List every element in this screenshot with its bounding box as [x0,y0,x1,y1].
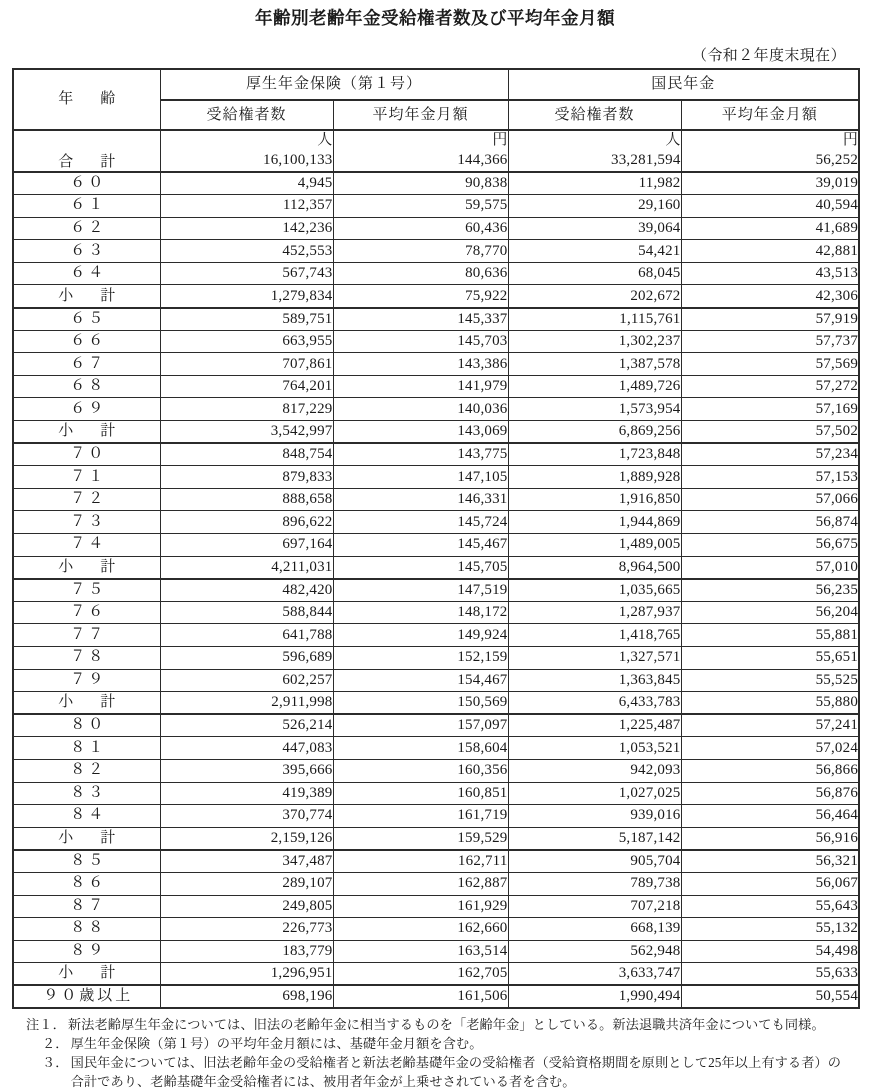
cell-n-count: 11,982 [508,172,681,195]
row-label-age: 小 計 [13,827,160,850]
row-label-age: ６４ [13,262,160,285]
cell-n-avg: 56,235 [681,579,859,602]
cell-k-avg: 147,105 [333,466,508,489]
table-container [0,68,870,1009]
table-row-subtotal [13,556,859,579]
cell-k-avg: 160,356 [333,759,508,782]
cell-k-avg: 162,887 [333,872,508,895]
table-row [13,940,859,963]
cell-k-count: 848,754 [160,443,333,466]
cell-n-count: 1,387,578 [508,353,681,376]
table-row [13,398,859,421]
table-row [13,466,859,489]
cell-n-avg: 56,321 [681,850,859,873]
table-row [13,918,859,941]
table-row [13,579,859,602]
row-label-age: ８７ [13,895,160,918]
cell-n-avg: 50,554 [681,985,859,1008]
cell-n-avg: 57,569 [681,353,859,376]
table-row [13,985,859,1008]
cell-n-count: 8,964,500 [508,556,681,579]
cell-n-avg: 55,880 [681,692,859,715]
cell-n-count: 29,160 [508,195,681,218]
row-label-age: ８９ [13,940,160,963]
table-row [13,443,859,466]
cell-n-avg: 55,643 [681,895,859,918]
unit-label-n-avg: 円 [681,130,859,150]
footnote-item [26,1054,854,1091]
table-row [13,737,859,760]
cell-n-avg: 56,067 [681,872,859,895]
cell-k-avg: 145,467 [333,534,508,557]
cell-n-count: 562,948 [508,940,681,963]
footnote-item [26,1016,854,1035]
row-label-age: ７２ [13,488,160,511]
cell-k-count: 4,945 [160,172,333,195]
cell-n-count: 668,139 [508,918,681,941]
footnote-text: 新法老齢厚生年金については、旧法の老齢年金に相当するものを「老齢年金」としている。新法退職共済年金についても同様。 [67,1016,825,1032]
cell-k-count: 896,622 [160,511,333,534]
row-label-age: ６５ [13,308,160,331]
footnote-marker: ３． [42,1055,69,1071]
cell-k-count: 567,743 [160,262,333,285]
cell-k-avg: 75,922 [333,285,508,308]
table-body [13,130,859,1008]
row-label-age: 小 計 [13,692,160,715]
footnote-marker: 注１． [26,1016,66,1032]
cell-k-avg: 143,069 [333,421,508,444]
cell-k-count: 112,357 [160,195,333,218]
cell-k-count: 16,100,133 [160,150,333,172]
cell-n-avg: 41,689 [681,217,859,240]
table-row [13,805,859,828]
table-row [13,872,859,895]
cell-n-avg: 57,919 [681,308,859,331]
cell-k-avg: 162,711 [333,850,508,873]
cell-k-avg: 145,705 [333,556,508,579]
cell-k-count: 183,779 [160,940,333,963]
cell-n-count: 1,327,571 [508,646,681,669]
cell-k-count: 1,296,951 [160,963,333,986]
cell-n-avg: 57,241 [681,714,859,737]
table-row [13,759,859,782]
cell-k-avg: 154,467 [333,669,508,692]
cell-n-avg: 57,169 [681,398,859,421]
cell-k-count: 452,553 [160,240,333,263]
cell-k-avg: 162,705 [333,963,508,986]
table-row [13,850,859,873]
row-label-age: ６２ [13,217,160,240]
table-row [13,217,859,240]
table-row [13,511,859,534]
cell-k-avg: 148,172 [333,601,508,624]
cell-n-count: 707,218 [508,895,681,918]
cell-n-avg: 57,272 [681,375,859,398]
cell-n-count: 68,045 [508,262,681,285]
cell-n-avg: 39,019 [681,172,859,195]
page-title: 年齢別老齢年金受給権者数及び平均年金月額 [255,9,615,29]
cell-n-count: 202,672 [508,285,681,308]
column-header-kokumin-recipients: 受給権者数 [508,100,681,130]
row-label-age: ９０歳以上 [13,985,160,1008]
header-row-groups [13,69,859,100]
cell-n-count: 1,489,005 [508,534,681,557]
cell-k-avg: 80,636 [333,262,508,285]
cell-k-avg: 145,703 [333,330,508,353]
cell-n-count: 1,944,869 [508,511,681,534]
row-label-age: 小 計 [13,421,160,444]
cell-k-avg: 161,929 [333,895,508,918]
cell-n-count: 1,287,937 [508,601,681,624]
cell-k-count: 588,844 [160,601,333,624]
row-label-age: ６８ [13,375,160,398]
cell-n-count: 54,421 [508,240,681,263]
cell-k-count: 419,389 [160,782,333,805]
cell-n-count: 3,633,747 [508,963,681,986]
table-row [13,714,859,737]
cell-n-avg: 57,502 [681,421,859,444]
cell-n-avg: 56,675 [681,534,859,557]
row-label-age: ６３ [13,240,160,263]
table-row-subtotal [13,827,859,850]
as-of-date-label: （令和２年度末現在） [691,48,846,64]
footnote-text: 厚生年金保険（第１号）の平均年金月額には、基礎年金月額を含む。 [70,1036,483,1052]
cell-k-count: 1,279,834 [160,285,333,308]
cell-k-avg: 150,569 [333,692,508,715]
cell-n-avg: 43,513 [681,262,859,285]
cell-n-count: 1,573,954 [508,398,681,421]
cell-k-count: 879,833 [160,466,333,489]
table-row [13,353,859,376]
cell-n-count: 789,738 [508,872,681,895]
cell-k-count: 888,658 [160,488,333,511]
units-row-age-cell [13,130,160,150]
row-label-age: ７５ [13,579,160,602]
table-row-subtotal [13,421,859,444]
cell-n-avg: 56,876 [681,782,859,805]
cell-k-avg: 152,159 [333,646,508,669]
cell-k-avg: 161,719 [333,805,508,828]
cell-n-count: 1,363,845 [508,669,681,692]
row-label-age: ８４ [13,805,160,828]
cell-k-count: 3,542,997 [160,421,333,444]
table-row [13,308,859,331]
cell-k-count: 764,201 [160,375,333,398]
cell-k-avg: 161,506 [333,985,508,1008]
row-label-age: ６０ [13,172,160,195]
cell-k-avg: 143,775 [333,443,508,466]
cell-n-count: 39,064 [508,217,681,240]
cell-k-count: 4,211,031 [160,556,333,579]
table-row [13,488,859,511]
table-row [13,375,859,398]
unit-label-n-count: 人 [508,130,681,150]
cell-n-avg: 55,633 [681,963,859,986]
cell-k-avg: 160,851 [333,782,508,805]
column-header-age: 年 齢 [13,69,160,130]
cell-n-count: 1,990,494 [508,985,681,1008]
cell-n-avg: 42,306 [681,285,859,308]
row-label-age: 小 計 [13,556,160,579]
cell-k-count: 289,107 [160,872,333,895]
row-label-age: ７０ [13,443,160,466]
table-row [13,895,859,918]
cell-k-count: 698,196 [160,985,333,1008]
column-header-kosei-recipients: 受給権者数 [160,100,333,130]
cell-n-count: 6,869,256 [508,421,681,444]
row-label-age: ７４ [13,534,160,557]
cell-n-avg: 42,881 [681,240,859,263]
cell-n-avg: 57,737 [681,330,859,353]
cell-k-count: 602,257 [160,669,333,692]
cell-n-count: 1,053,521 [508,737,681,760]
cell-n-count: 6,433,783 [508,692,681,715]
cell-k-count: 641,788 [160,624,333,647]
cell-k-count: 2,911,998 [160,692,333,715]
cell-k-avg: 143,386 [333,353,508,376]
cell-n-count: 942,093 [508,759,681,782]
cell-n-avg: 55,132 [681,918,859,941]
cell-k-avg: 90,838 [333,172,508,195]
table-row [13,646,859,669]
cell-k-count: 589,751 [160,308,333,331]
cell-n-avg: 57,153 [681,466,859,489]
row-label-total: 合 計 [13,150,160,172]
cell-n-avg: 55,525 [681,669,859,692]
row-label-age: ８５ [13,850,160,873]
cell-n-count: 1,115,761 [508,308,681,331]
row-label-age: 小 計 [13,285,160,308]
cell-k-avg: 162,660 [333,918,508,941]
cell-k-count: 663,955 [160,330,333,353]
cell-k-count: 707,861 [160,353,333,376]
table-row [13,534,859,557]
table-row [13,782,859,805]
cell-k-avg: 145,337 [333,308,508,331]
footnotes [0,1016,870,1092]
cell-n-count: 1,302,237 [508,330,681,353]
cell-k-avg: 140,036 [333,398,508,421]
row-label-age: ７６ [13,601,160,624]
cell-k-avg: 60,436 [333,217,508,240]
cell-n-count: 1,418,765 [508,624,681,647]
row-label-age: ８１ [13,737,160,760]
cell-k-avg: 149,924 [333,624,508,647]
row-label-age: ８８ [13,918,160,941]
cell-k-avg: 78,770 [333,240,508,263]
row-label-age: ７３ [13,511,160,534]
unit-label-k-count: 人 [160,130,333,150]
cell-k-avg: 157,097 [333,714,508,737]
cell-k-count: 347,487 [160,850,333,873]
row-label-age: ８３ [13,782,160,805]
row-label-age: ７９ [13,669,160,692]
cell-k-avg: 144,366 [333,150,508,172]
unit-label-k-avg: 円 [333,130,508,150]
cell-k-count: 142,236 [160,217,333,240]
cell-k-count: 447,083 [160,737,333,760]
cell-k-count: 226,773 [160,918,333,941]
footnote-text: 国民年金については、旧法老齢年金の受給権者と新法老齢基礎年金の受給権者（受給資格期間を原則として25年以上有する者）の合計であり、老齢基礎年金受給権者には、被用者年金が上乗せされている者を含む。 [70,1055,842,1090]
cell-k-avg: 147,519 [333,579,508,602]
cell-n-count: 1,916,850 [508,488,681,511]
cell-k-count: 482,420 [160,579,333,602]
row-label-age: ７８ [13,646,160,669]
cell-n-avg: 56,252 [681,150,859,172]
cell-n-avg: 57,234 [681,443,859,466]
cell-k-avg: 145,724 [333,511,508,534]
cell-k-avg: 141,979 [333,375,508,398]
cell-n-count: 1,035,665 [508,579,681,602]
row-label-age: ６１ [13,195,160,218]
table-row [13,330,859,353]
table-row-total [13,150,859,172]
table-row [13,601,859,624]
row-label-age: ８６ [13,872,160,895]
cell-k-avg: 158,604 [333,737,508,760]
cell-n-avg: 55,881 [681,624,859,647]
footnote-marker: ２． [42,1036,69,1052]
row-label-age: ８０ [13,714,160,737]
table-row [13,624,859,647]
cell-n-avg: 56,866 [681,759,859,782]
cell-n-avg: 56,916 [681,827,859,850]
cell-n-avg: 56,464 [681,805,859,828]
pension-statistics-table [12,68,860,1009]
cell-n-count: 5,187,142 [508,827,681,850]
table-head [13,69,859,130]
cell-n-avg: 57,024 [681,737,859,760]
cell-n-count: 33,281,594 [508,150,681,172]
cell-k-avg: 59,575 [333,195,508,218]
table-row-subtotal [13,692,859,715]
row-label-age: 小 計 [13,963,160,986]
table-row [13,240,859,263]
cell-n-count: 939,016 [508,805,681,828]
row-label-age: ６７ [13,353,160,376]
column-group-kosei-nenkin: 厚生年金保険（第１号） [160,69,508,100]
cell-k-count: 596,689 [160,646,333,669]
cell-k-count: 817,229 [160,398,333,421]
cell-k-count: 370,774 [160,805,333,828]
row-label-age: ７１ [13,466,160,489]
cell-n-avg: 40,594 [681,195,859,218]
cell-n-avg: 56,874 [681,511,859,534]
cell-n-count: 1,889,928 [508,466,681,489]
cell-k-avg: 146,331 [333,488,508,511]
page [0,9,870,1092]
table-row [13,195,859,218]
cell-k-count: 2,159,126 [160,827,333,850]
table-row [13,172,859,195]
table-row [13,669,859,692]
cell-k-avg: 159,529 [333,827,508,850]
row-label-age: ７７ [13,624,160,647]
cell-n-count: 1,027,025 [508,782,681,805]
cell-n-avg: 54,498 [681,940,859,963]
table-row-subtotal [13,285,859,308]
cell-n-count: 1,723,848 [508,443,681,466]
cell-k-count: 697,164 [160,534,333,557]
cell-k-count: 249,805 [160,895,333,918]
table-row [13,262,859,285]
table-row-subtotal [13,963,859,986]
row-label-age: ６９ [13,398,160,421]
cell-n-avg: 55,651 [681,646,859,669]
column-group-kokumin-nenkin: 国民年金 [508,69,859,100]
cell-n-count: 905,704 [508,850,681,873]
cell-n-count: 1,225,487 [508,714,681,737]
cell-k-count: 395,666 [160,759,333,782]
row-label-age: ８２ [13,759,160,782]
cell-n-avg: 56,204 [681,601,859,624]
units-row [13,130,859,150]
row-label-age: ６６ [13,330,160,353]
cell-n-count: 1,489,726 [508,375,681,398]
footnote-item [26,1035,854,1054]
cell-n-avg: 57,010 [681,556,859,579]
cell-k-avg: 163,514 [333,940,508,963]
cell-k-count: 526,214 [160,714,333,737]
column-header-kosei-average: 平均年金月額 [333,100,508,130]
cell-n-avg: 57,066 [681,488,859,511]
column-header-kokumin-average: 平均年金月額 [681,100,859,130]
